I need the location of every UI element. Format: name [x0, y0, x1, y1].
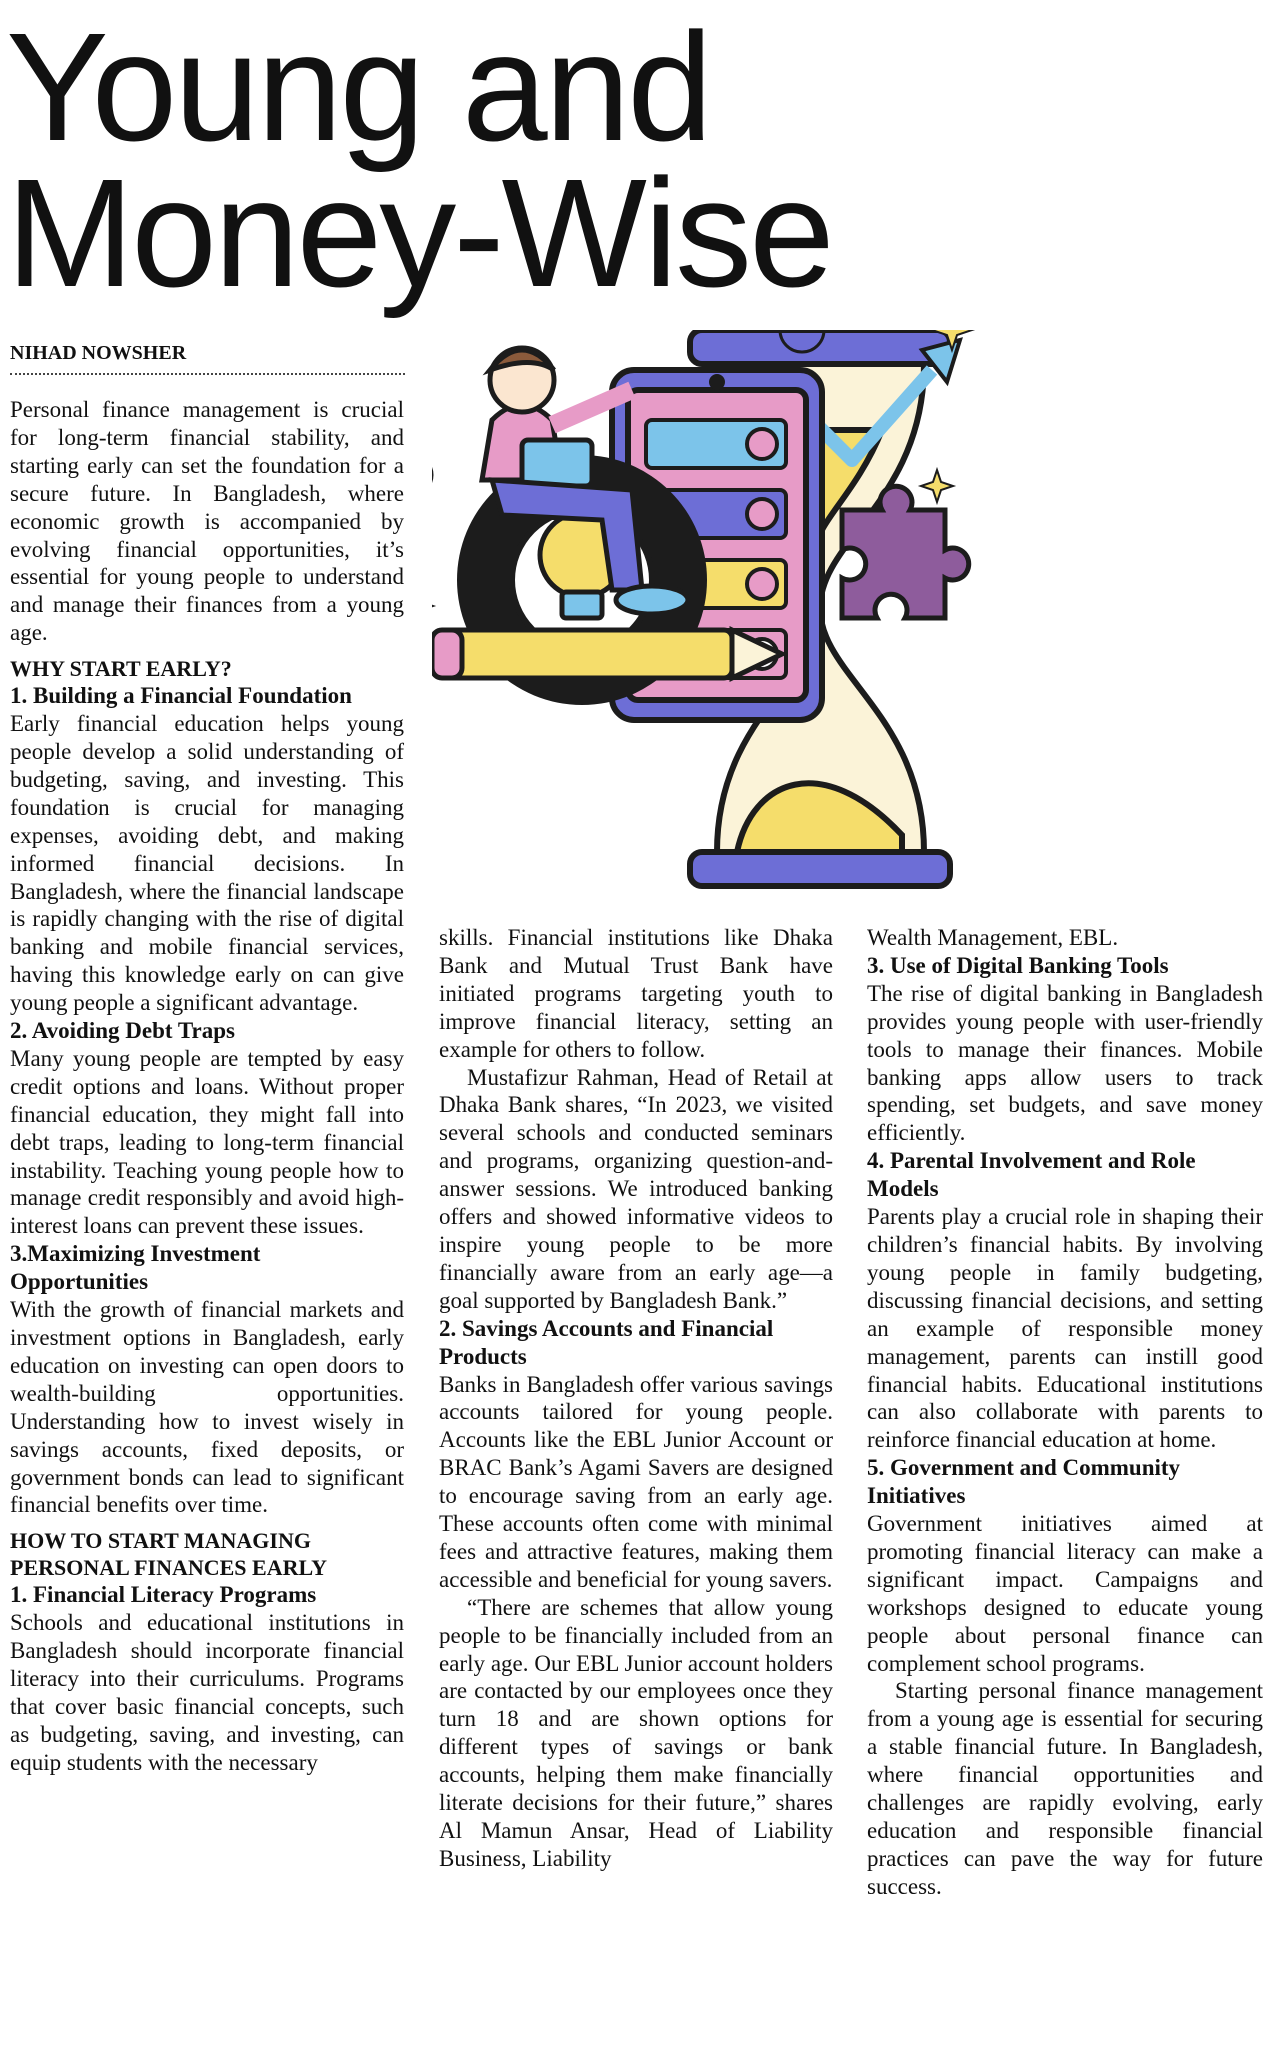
section-heading: WHY START EARLY? [10, 656, 232, 682]
body-paragraph: Schools and educational institutions in Bangladesh should incorporate financial literacy into their curriculums. Programs that cover basic financial concepts, such as budgeting, saving, and investing, can equip students with the necessary [10, 1610, 404, 1775]
subheading: 1. Building a Financial Foundation [10, 683, 352, 709]
body-paragraph: Many young people are tempted by easy credit options and loans. Without proper financial education, they might fall into debt traps, leading to long-term financial instability. Teaching young people how to manage credit responsibly and avoid high-interest loans can prevent these issues. [10, 1045, 404, 1239]
article-column-1 [10, 396, 404, 1777]
subheading: 2. Savings Accounts and Financial Products [439, 1315, 774, 1369]
headline: Young and Money-Wise [6, 1, 832, 319]
body-paragraph: The rise of digital banking in Bangladesh provides young people with user-friendly tools to manage their finances. Mobile banking apps allow users to track spending, set budgets, and save money efficiently. [867, 980, 1263, 1146]
body-paragraph: skills. Financial institutions like Dhaka Bank and Mutual Trust Bank have initiated programs targeting youth to improve financial literacy, setting an example for others to follow. [439, 925, 833, 1062]
subheading: 3. Use of Digital Banking Tools [867, 952, 1169, 978]
pencil-icon [432, 630, 782, 678]
article-column-3 [867, 924, 1263, 1901]
finance-illustration [432, 330, 1274, 920]
subheading: 1. Financial Literacy Programs [10, 1582, 317, 1608]
body-paragraph: Early financial education helps young people develop a solid understanding of budgeting, saving, and investing. This foundation is crucial for managing expenses, avoiding debt, and making informed financial decisions. In Bangladesh, where the financial landscape is rapidly changing with the rise of digital banking and mobile financial services, having this knowledge early on can give young people a significant advantage. [10, 711, 404, 1016]
sparkle-icon [921, 470, 953, 502]
sparkle-icon [432, 590, 433, 622]
body-paragraph: Government initiatives aimed at promoting financial literacy can make a significant impact. Campaigns and workshops designed to educate young people about personal finance can complement school programs. [867, 1511, 1263, 1676]
section-heading: HOW TO START MANAGING PERSONAL FINANCES EARLY [10, 1528, 328, 1581]
subheading: 5. Government and Community Initiatives [867, 1455, 1181, 1509]
body-paragraph: With the growth of financial markets and investment options in Bangladesh, early education on investing can open doors to wealth-building opportunities. Understanding how to invest wisely in savings accounts, fixed deposits, or government bonds can lead to significant financial benefits over time. [10, 1297, 404, 1518]
article-column-2 [439, 924, 833, 1873]
subheading: 3.Maximizing Investment Opportunities [10, 1241, 261, 1295]
author-byline: NIHAD NOWSHER [10, 342, 405, 375]
conclusion-paragraph: Starting personal finance management from a young age is essential for securing a stable financial future. In Bangladesh, where financial opportunities and challenges are rapidly evolving, early education and responsible financial practices can pave the way for future success. [867, 1678, 1263, 1899]
intro-paragraph: Personal finance management is crucial for long-term financial stability, and starting early can set the foundation for a secure future. In Bangladesh, where economic growth is accompanied by evolving financial opportunities, it’s essential for young people to understand and manage their finances from a young age. [10, 397, 404, 646]
quote-paragraph: Mustafizur Rahman, Head of Retail at Dhaka Bank shares, “In 2023, we visited several schools and conducted seminars and programs, organizing question-and-answer sessions. We introduced banking offers and showed informative videos to inspire young people to be more financially aware from an early age—a goal supported by Bangladesh Bank.” [439, 1064, 833, 1313]
body-paragraph: Parents play a crucial role in shaping their children’s financial habits. By involving young people in family budgeting, discussing financial decisions, and setting an example of responsible money management, parents can instill good financial habits. Educational institutions can also collaborate with parents to reinforce financial education at home. [867, 1204, 1263, 1453]
subheading: 4. Parental Involvement and Role Models [867, 1148, 1196, 1202]
quote-paragraph: “There are schemes that allow young people to be financially included from an early age. Our EBL Junior account holders are contacted by our employees once they turn 18 and are shown options for different types of savings or bank accounts, helping them make financially literate decisions for their future,” shares Al Mamun Ansar, Head of Liability Business, Liability [439, 1594, 833, 1871]
body-paragraph: Wealth Management, EBL. [867, 925, 1119, 950]
subheading: 2. Avoiding Debt Traps [10, 1018, 235, 1044]
body-paragraph: Banks in Bangladesh offer various savings accounts tailored for young people. Accounts like the EBL Junior Account or BRAC Bank’s Agami Savers are designed to encourage saving from an early age. These accounts often come with minimal fees and attractive features, making them accessible and beneficial for young savers. [439, 1371, 833, 1592]
